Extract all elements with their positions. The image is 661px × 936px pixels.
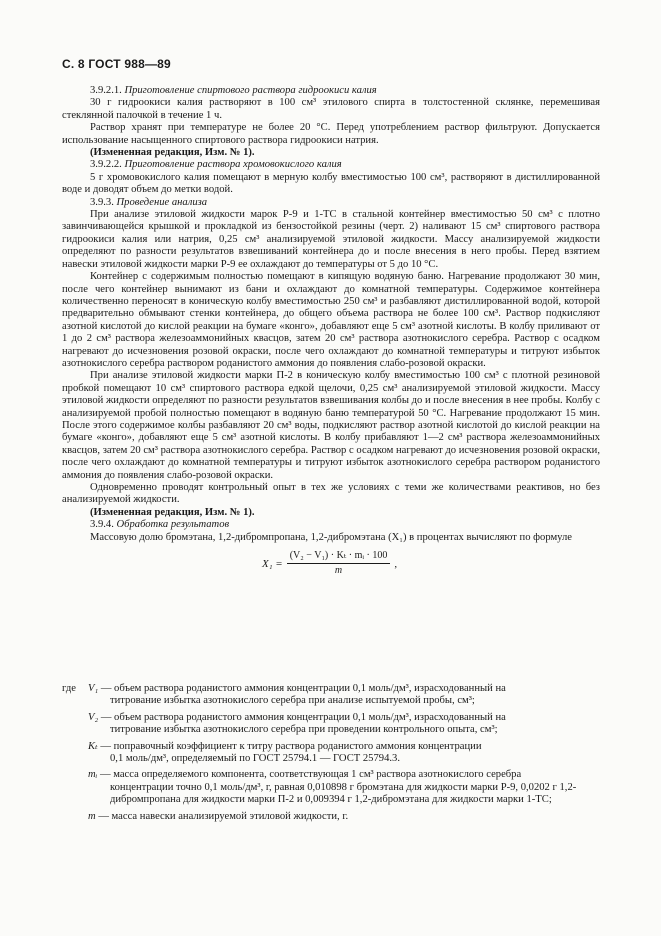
section-number: 3.9.2.2. bbox=[90, 159, 122, 171]
section-number: 3.9.2.1. bbox=[90, 85, 122, 96]
formula bbox=[262, 550, 600, 578]
edition-note: (Измененная редакция, Изм. № 1). bbox=[90, 506, 255, 518]
page-header: С. 8 ГОСТ 988—89 bbox=[62, 57, 171, 71]
formula-tail: , bbox=[394, 557, 398, 570]
section-393-heading bbox=[62, 197, 600, 209]
formula-lhs: X₁ = bbox=[262, 557, 283, 570]
definition-continuation: титрование избытка азотнокислого серебра при анализе испытуемой пробы, см³; bbox=[110, 695, 475, 707]
section-number: 3.9.4. bbox=[90, 519, 114, 531]
definition-text: — масса навески анализируемой этиловой жидкости, г. bbox=[98, 810, 349, 822]
document-body bbox=[62, 85, 600, 584]
definition-symbol: m bbox=[88, 810, 96, 822]
section-title: Проведение анализа bbox=[116, 196, 208, 208]
definition-continuation: титрование избытка азотнокислого серебра при проведении контрольного опыта, см³; bbox=[110, 724, 498, 736]
section-3922-heading bbox=[62, 159, 600, 171]
definition-continuation: концентрации точно 0,1 моль/дм³, г, равная 0,010898 г бромэтана для жидкости марки Р-9, 0,0202 г 1,2-дибромпропана для жидкости марки П-2 и 0,009394 г 1,2-дибромэтана для жидкости марки 1-ТС; bbox=[110, 781, 577, 806]
paragraph: 30 г гидроокиси калия растворяют в 100 см³ этилового спирта в толстостенной склянке, перемешивая стеклянной палочкой в течение 1 ч. bbox=[62, 97, 600, 121]
definition-item bbox=[62, 741, 600, 766]
definition-continuation: 0,1 моль/дм³, определяемый по ГОСТ 25794.1 — ГОСТ 25794.3. bbox=[110, 753, 400, 765]
definition-item bbox=[62, 769, 600, 806]
section-394-heading bbox=[62, 519, 600, 531]
paragraph: При анализе этиловой жидкости марок Р-9 и 1-ТС в стальной контейнер вместимостью 50 см³ с плотно завинчивающейся крышкой и прокладкой из бензостойкой резины (черт. 2) наливают 15 см³ спиртового раствора гидроокиси калия или натрия, 0,25 см³ анализируемой этиловой жидкости. Массу анализируемой жидкости определяют по разности результатов взвешиваний контейнера до и после внесения в него пробы. Перед взятием навески этиловой жидкости марки Р-9 ее охлаждают до температуры от 5 до 10 °С. bbox=[62, 209, 600, 270]
formula-fraction bbox=[287, 550, 391, 578]
definition-text: — масса определяемого компонента, соответствующая 1 см³ раствора азотнокислого серебра bbox=[99, 769, 522, 781]
definition-symbol: mᵢ bbox=[88, 769, 98, 781]
definition-item bbox=[62, 712, 600, 737]
definition-text: — объем раствора роданистого аммония концентрации 0,1 моль/дм³, израсходованный на bbox=[100, 711, 506, 723]
section-number: 3.9.3. bbox=[90, 196, 114, 208]
definition-text: — объем раствора роданистого аммония концентрации 0,1 моль/дм³, израсходованный на bbox=[100, 683, 506, 694]
paragraph: Раствор хранят при температуре не более 20 °С. Перед употреблением раствор фильтруют. Допускается использование насыщенного спиртового раствора гидроокиси натрия. bbox=[62, 122, 600, 146]
definition-item bbox=[62, 683, 600, 708]
definition-text: — поправочный коэффициент к титру раствора роданистого аммония концентрации bbox=[100, 740, 482, 752]
formula-denominator: m bbox=[334, 565, 343, 577]
section-title: Приготовление раствора хромовокислого калия bbox=[124, 159, 342, 171]
definition-item bbox=[62, 811, 600, 823]
paragraph: 5 г хромовокислого калия помещают в мерную колбу вместимостью 100 см³, растворяют в дистиллированной воде и доводят объем до метки водой. bbox=[62, 171, 600, 196]
definitions-lead: где bbox=[62, 683, 76, 694]
section-title: Приготовление спиртового раствора гидроокиси калия bbox=[124, 85, 377, 96]
section-title: Обработка результатов bbox=[116, 519, 230, 531]
paragraph: Одновременно проводят контрольный опыт в тех же условиях с теми же количествами реактивов, но без анализируемой жидкости. bbox=[62, 482, 600, 506]
definition-symbol: V₁ bbox=[88, 683, 99, 694]
paragraph: Массовую долю бромэтана, 1,2-дибромпропана, 1,2-дибромэтана (X₁) в процентах вычисляют по формуле bbox=[90, 531, 572, 543]
definition-symbol: Kₜ bbox=[88, 740, 98, 752]
edition-note: (Измененная редакция, Изм. № 1). bbox=[90, 147, 255, 159]
definition-symbol: V₂ bbox=[88, 711, 99, 723]
formula-numerator: (V₂ − V₁) · Kₜ · mᵢ · 100 bbox=[287, 550, 391, 564]
definitions-list bbox=[62, 683, 600, 823]
paragraph: При анализе этиловой жидкости марки П-2 в коническую колбу вместимостью 100 см³ с плотной резиновой пробкой помещают 10 см³ спиртового раствора едкой щелочи, 0,25 см³ анализируемой этиловой жидкости. Массу этиловой жидкости определяют по разности результатов взвешивания колбы до и после внесения в нее пробы. Колбу с анализируемой пробой полностью помещают в водяную баню температурой 50 °С. Нагревание продолжают 15 мин. После этого содержимое колбы разбавляют 20 см³ воды, подкисляют раствор азотной кислотой до кислой реакции на бумаге «конго», добавляют еще 5 см³ азотной кислоты. В колбу прибавляют 1—2 см³ раствора железоаммонийных квасцов, затем 20 см³ раствора азотнокислого серебра. Раствор с осадком нагревают до исчезновения розовой окраски, после чего охлаждают до комнатной температуры и титруют избыток азотнокислого серебра раствором роданистого аммония до появления слабо-розовой окраски. bbox=[62, 370, 600, 481]
section-3921-heading bbox=[62, 85, 600, 97]
paragraph: Контейнер с содержимым полностью помещают в кипящую водяную баню. Нагревание продолжают 30 мин, после чего контейнер вынимают из бани и охлаждают до комнатной температуры. Содержимое контейнера количественно переносят в коническую колбу вместимостью 250 см³ и разбавляют дистиллированной водой, которой предварительно обмывают стенки контейнера, до общего объема раствора не более 100 см³. Раствор подкисляют азотной кислотой до кислой реакции на бумаге «конго», добавляют еще 5 см³ азотной кислоты. В колбу приливают от 1 до 2 см³ раствора железоаммонийных квасцов, затем 20 см³ раствора азотнокислого серебра. Раствор с осадком нагревают до исчезновения розовой окраски, после чего охлаждают до комнатной температуры и титруют избыток азотнокислого серебра раствором роданистого аммония до появления слабо-розовой окраски. bbox=[62, 271, 600, 369]
